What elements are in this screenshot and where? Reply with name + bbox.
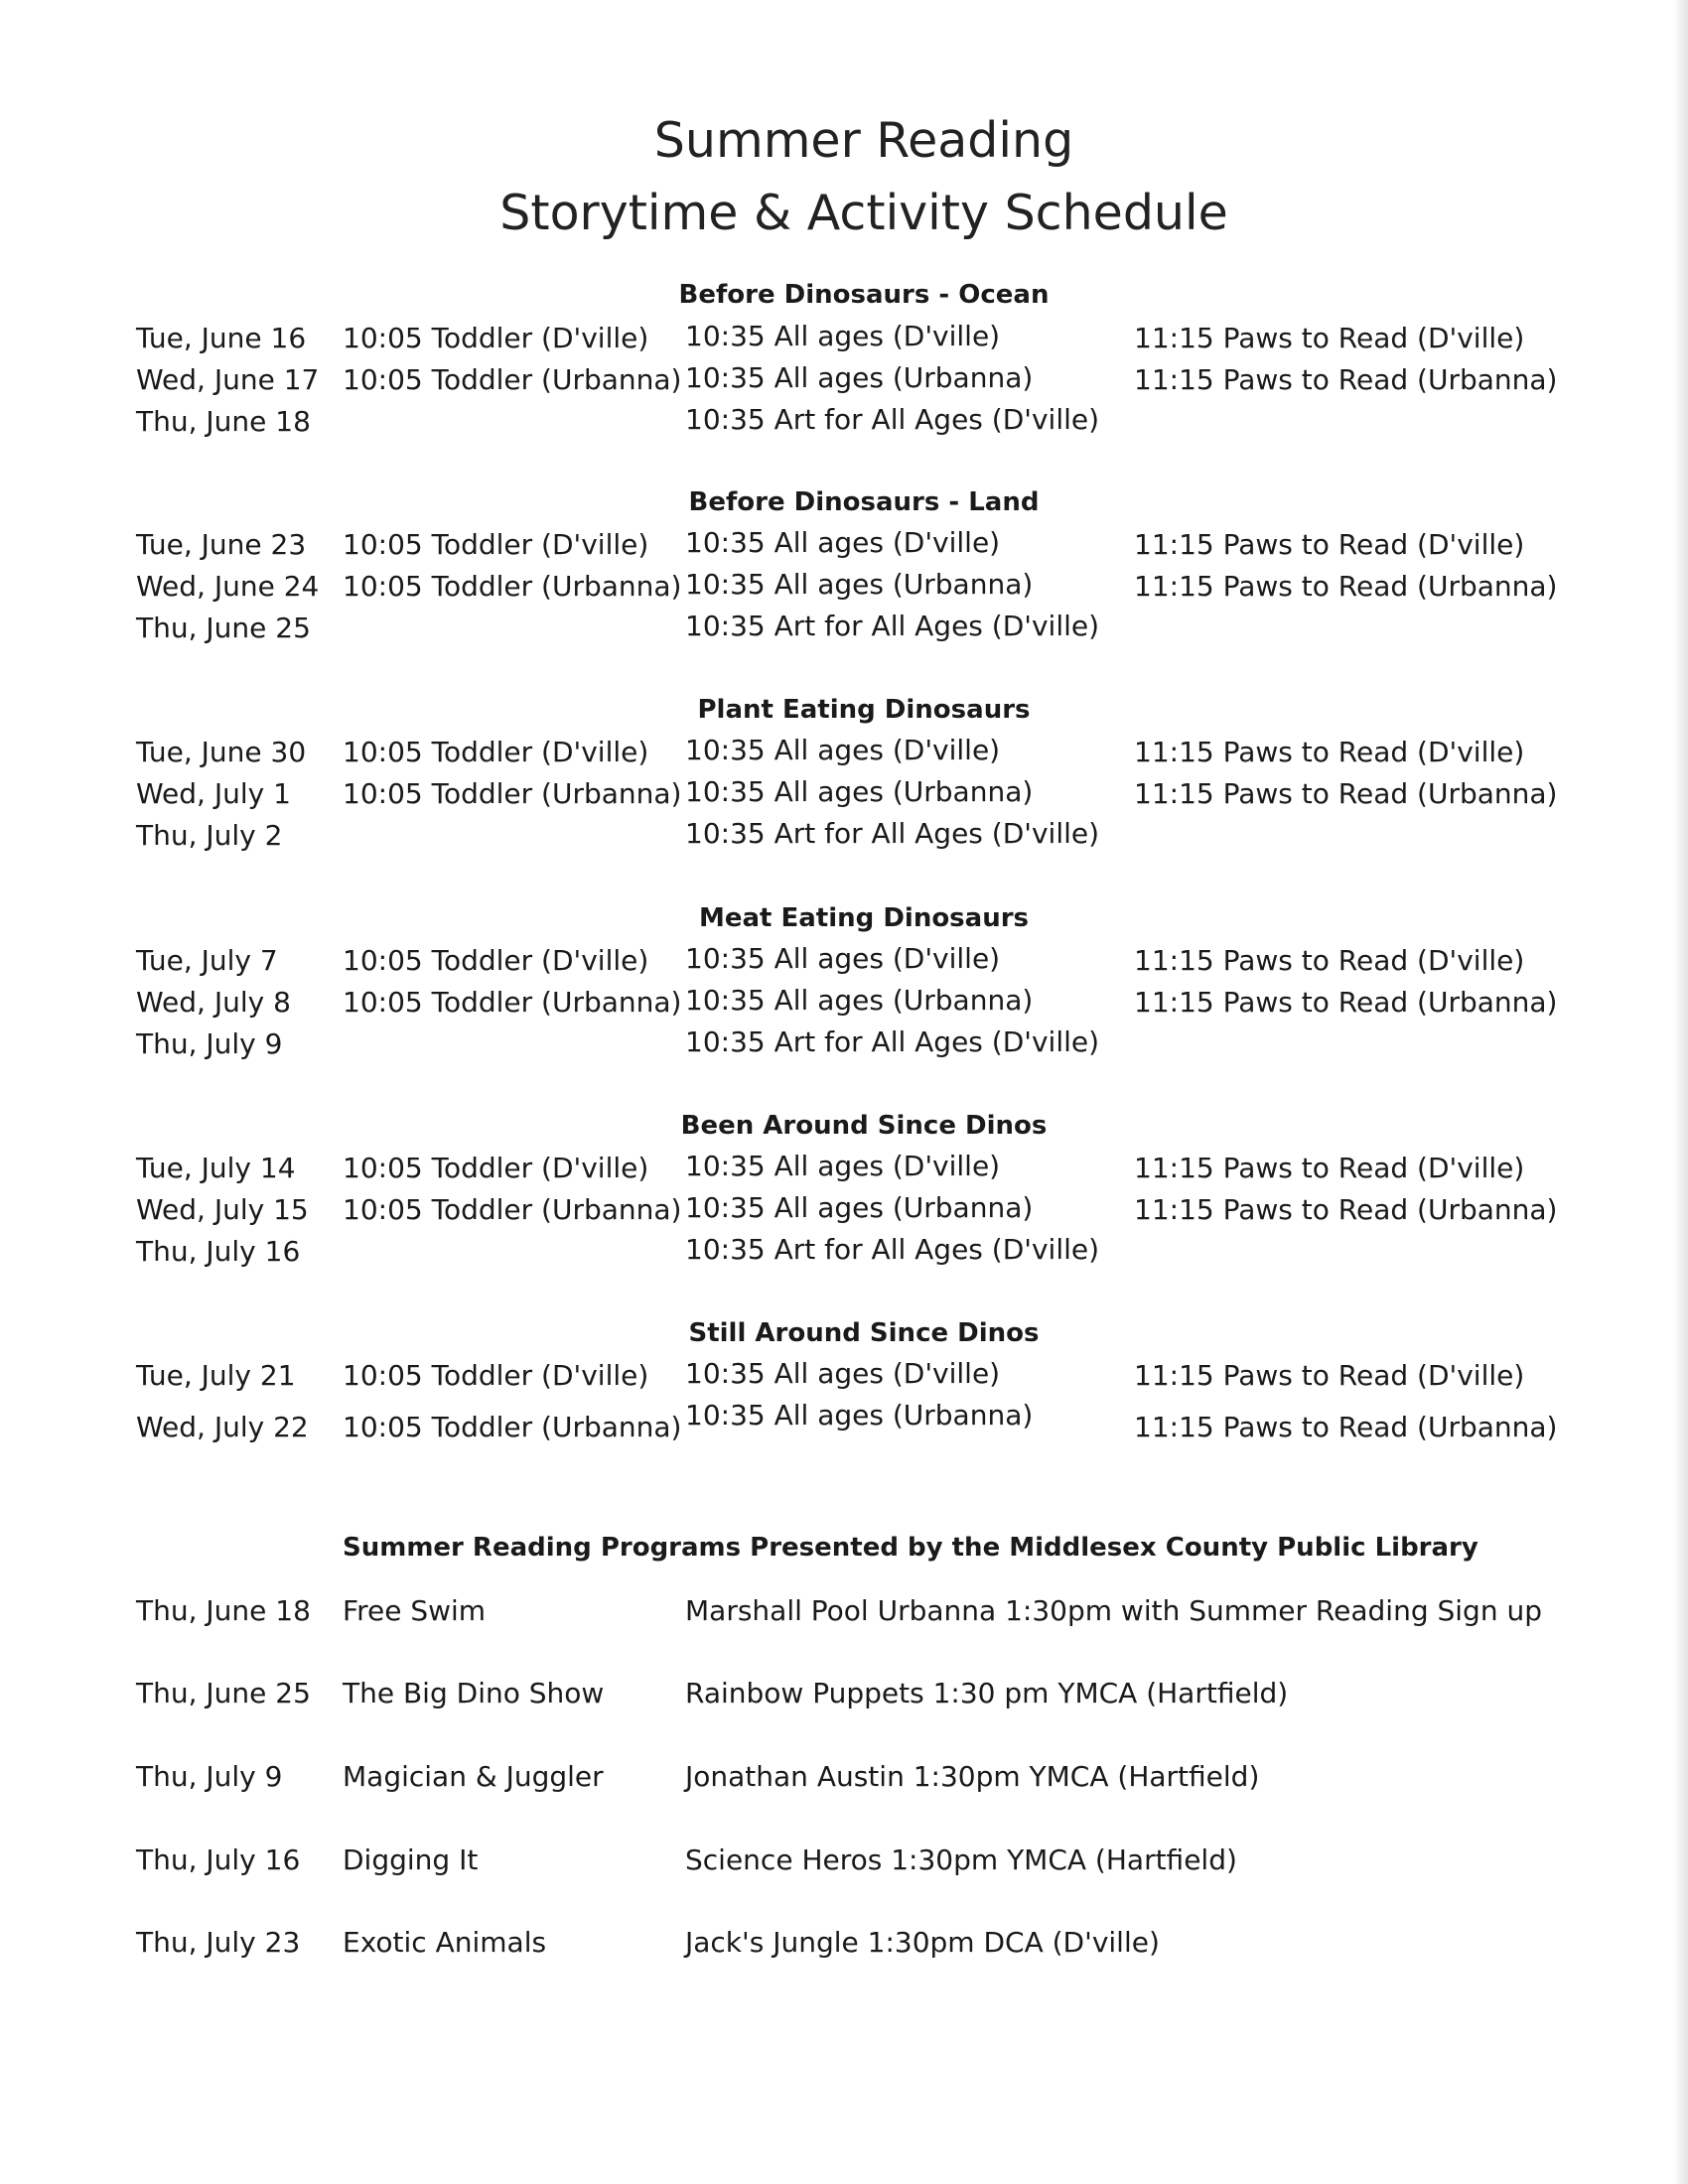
toddler-session: 10:05 Toddler (Urbanna) bbox=[343, 363, 682, 396]
all-ages-session: 10:35 All ages (D'ville) bbox=[685, 734, 1001, 766]
paws-session: 11:15 Paws to Read (Urbanna) bbox=[1134, 1411, 1558, 1443]
week-heading: Before Dinosaurs - Land bbox=[688, 487, 1040, 517]
schedule-date: Wed, June 24 bbox=[136, 570, 320, 603]
program-name: Digging It bbox=[343, 1843, 479, 1876]
all-ages-session: 10:35 All ages (Urbanna) bbox=[685, 361, 1034, 394]
paws-session: 11:15 Paws to Read (D'ville) bbox=[1134, 944, 1525, 977]
all-ages-session: 10:35 All ages (Urbanna) bbox=[685, 568, 1034, 601]
paws-session: 11:15 Paws to Read (D'ville) bbox=[1134, 1152, 1525, 1184]
program-name: Exotic Animals bbox=[343, 1926, 547, 1959]
schedule-date: Tue, June 16 bbox=[136, 322, 307, 354]
week-heading: Still Around Since Dinos bbox=[688, 1318, 1040, 1348]
art-session: 10:35 Art for All Ages (D'ville) bbox=[685, 817, 1100, 850]
schedule-date: Wed, July 15 bbox=[136, 1193, 309, 1226]
programs-heading: Summer Reading Programs Presented by the Middlesex County Public Library bbox=[343, 1533, 1478, 1563]
toddler-session: 10:05 Toddler (Urbanna) bbox=[343, 986, 682, 1019]
art-session: 10:35 Art for All Ages (D'ville) bbox=[685, 1233, 1100, 1266]
art-session: 10:35 Art for All Ages (D'ville) bbox=[685, 1025, 1100, 1058]
paws-session: 11:15 Paws to Read (Urbanna) bbox=[1134, 986, 1558, 1019]
all-ages-session: 10:35 All ages (Urbanna) bbox=[685, 984, 1034, 1017]
program-date: Thu, July 9 bbox=[136, 1760, 283, 1793]
schedule-date: Thu, July 2 bbox=[136, 819, 283, 852]
toddler-session: 10:05 Toddler (Urbanna) bbox=[343, 570, 682, 603]
paws-session: 11:15 Paws to Read (Urbanna) bbox=[1134, 363, 1558, 396]
program-name: Free Swim bbox=[343, 1594, 487, 1627]
schedule-date: Thu, July 16 bbox=[136, 1235, 301, 1268]
paws-session: 11:15 Paws to Read (D'ville) bbox=[1134, 322, 1525, 354]
toddler-session: 10:05 Toddler (Urbanna) bbox=[343, 1193, 682, 1226]
all-ages-session: 10:35 All ages (D'ville) bbox=[685, 1150, 1001, 1182]
schedule-date: Wed, July 1 bbox=[136, 777, 291, 810]
program-date: Thu, July 16 bbox=[136, 1843, 301, 1876]
schedule-date: Thu, June 25 bbox=[136, 612, 311, 644]
schedule-date: Wed, June 17 bbox=[136, 363, 320, 396]
program-date: Thu, June 18 bbox=[136, 1594, 311, 1627]
paws-session: 11:15 Paws to Read (Urbanna) bbox=[1134, 1193, 1558, 1226]
schedule-date: Thu, June 18 bbox=[136, 405, 311, 438]
title-line-2: Storytime & Activity Schedule bbox=[499, 185, 1228, 241]
program-name: The Big Dino Show bbox=[343, 1677, 605, 1709]
toddler-session: 10:05 Toddler (D'ville) bbox=[343, 528, 649, 561]
art-session: 10:35 Art for All Ages (D'ville) bbox=[685, 403, 1100, 436]
schedule-date: Tue, July 14 bbox=[136, 1152, 296, 1184]
schedule-date: Tue, June 30 bbox=[136, 736, 307, 768]
paws-session: 11:15 Paws to Read (Urbanna) bbox=[1134, 777, 1558, 810]
schedule-date: Tue, July 7 bbox=[136, 944, 278, 977]
program-details: Rainbow Puppets 1:30 pm YMCA (Hartfield) bbox=[685, 1677, 1289, 1709]
program-date: Thu, July 23 bbox=[136, 1926, 301, 1959]
toddler-session: 10:05 Toddler (D'ville) bbox=[343, 1152, 649, 1184]
program-name: Magician & Juggler bbox=[343, 1760, 604, 1793]
program-details: Science Heros 1:30pm YMCA (Hartfield) bbox=[685, 1843, 1237, 1876]
toddler-session: 10:05 Toddler (D'ville) bbox=[343, 736, 649, 768]
all-ages-session: 10:35 All ages (Urbanna) bbox=[685, 1191, 1034, 1224]
schedule-date: Wed, July 22 bbox=[136, 1411, 309, 1443]
all-ages-session: 10:35 All ages (Urbanna) bbox=[685, 775, 1034, 808]
program-details: Marshall Pool Urbanna 1:30pm with Summer Reading Sign up bbox=[685, 1594, 1542, 1627]
program-details: Jonathan Austin 1:30pm YMCA (Hartfield) bbox=[685, 1760, 1260, 1793]
schedule-date: Tue, July 21 bbox=[136, 1359, 296, 1392]
paws-session: 11:15 Paws to Read (D'ville) bbox=[1134, 1359, 1525, 1392]
week-heading: Plant Eating Dinosaurs bbox=[697, 695, 1031, 725]
all-ages-session: 10:35 All ages (D'ville) bbox=[685, 320, 1001, 352]
paws-session: 11:15 Paws to Read (D'ville) bbox=[1134, 528, 1525, 561]
program-details: Jack's Jungle 1:30pm DCA (D'ville) bbox=[685, 1926, 1160, 1959]
schedule-date: Thu, July 9 bbox=[136, 1027, 283, 1060]
program-date: Thu, June 25 bbox=[136, 1677, 311, 1709]
schedule-date: Tue, June 23 bbox=[136, 528, 307, 561]
toddler-session: 10:05 Toddler (D'ville) bbox=[343, 944, 649, 977]
all-ages-session: 10:35 All ages (D'ville) bbox=[685, 526, 1001, 559]
title-line-1: Summer Reading bbox=[653, 112, 1074, 169]
paws-session: 11:15 Paws to Read (D'ville) bbox=[1134, 736, 1525, 768]
toddler-session: 10:05 Toddler (D'ville) bbox=[343, 1359, 649, 1392]
toddler-session: 10:05 Toddler (Urbanna) bbox=[343, 1411, 682, 1443]
all-ages-session: 10:35 All ages (D'ville) bbox=[685, 1357, 1001, 1390]
all-ages-session: 10:35 All ages (D'ville) bbox=[685, 942, 1001, 975]
week-heading: Meat Eating Dinosaurs bbox=[698, 903, 1030, 933]
schedule-date: Wed, July 8 bbox=[136, 986, 291, 1019]
toddler-session: 10:05 Toddler (Urbanna) bbox=[343, 777, 682, 810]
week-heading: Been Around Since Dinos bbox=[680, 1111, 1048, 1141]
page-edge bbox=[1674, 0, 1688, 2184]
toddler-session: 10:05 Toddler (D'ville) bbox=[343, 322, 649, 354]
paws-session: 11:15 Paws to Read (Urbanna) bbox=[1134, 570, 1558, 603]
week-heading: Before Dinosaurs - Ocean bbox=[678, 280, 1050, 310]
all-ages-session: 10:35 All ages (Urbanna) bbox=[685, 1399, 1034, 1432]
art-session: 10:35 Art for All Ages (D'ville) bbox=[685, 610, 1100, 642]
